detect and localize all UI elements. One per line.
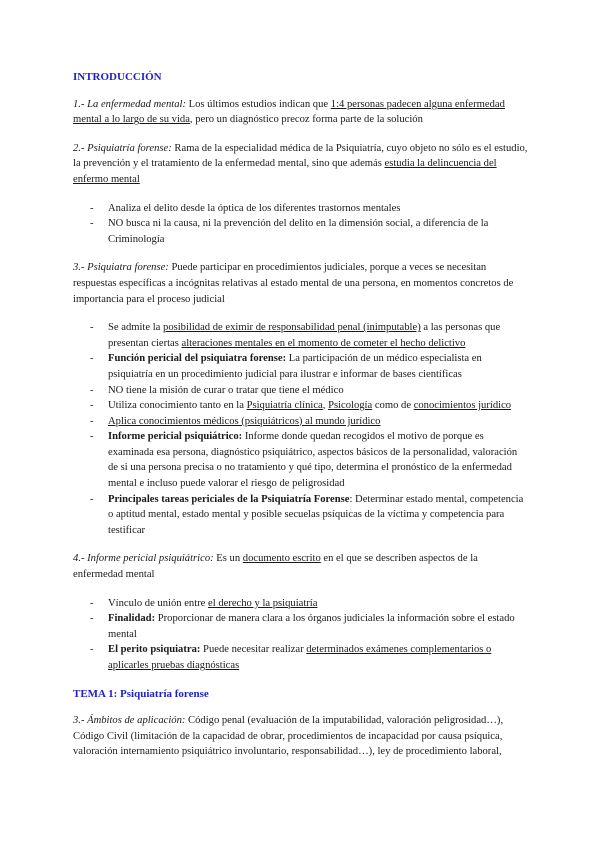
- underlined-text: el derecho y la psiquiatría: [208, 597, 318, 609]
- list-item: [73, 642, 528, 673]
- underlined-text: documento escrito: [242, 553, 321, 565]
- paragraph-informe-pericial: [73, 551, 528, 582]
- underlined-text: 1:4 personas padecen alguna enfermedad mental a lo largo de su vida: [73, 98, 505, 126]
- label: 4.- Informe pericial psiquiátrico:: [73, 553, 214, 565]
- bold-text: El perito psiquiatra:: [108, 644, 201, 656]
- underlined-text: posibilidad de eximir de responsabilidad penal (inimputable): [163, 322, 421, 334]
- label: 1.- La enfermedad mental:: [73, 98, 186, 110]
- text: como de: [372, 400, 414, 412]
- underlined-text: estudia la delincuencia del enfermo mental: [73, 158, 497, 185]
- intro-heading: INTRODUCCIÓN: [73, 71, 162, 83]
- list-psiquiatria-forense: [73, 201, 528, 248]
- paragraph-ambitos-aplicacion: [73, 713, 528, 760]
- label: 3.- Psiquiatra forense:: [73, 262, 169, 274]
- text: a las personas que presentan ciertas: [108, 322, 501, 349]
- text: Proporcionar de manera clara a los órganos judiciales la información sobre el estado mental: [108, 613, 515, 640]
- list-item: - NO busca ni la causa, ni la prevención del delito en la dimensión social, a diferencia de la Criminología: [73, 216, 528, 247]
- text: La participación de un médico especialista en psiquiatría en un procedimiento judicial para ilustrar e informar de bases científicas: [108, 353, 482, 380]
- list-psiquiatra-forense: [73, 320, 528, 538]
- text: , pero un diagnóstico precoz forma parte de la solución: [189, 114, 423, 126]
- text: Informe donde quedan recogidos el motivo de porque es examinada esa persona, diagnóstico psiquiátrico, aspectos básicos de la personalidad, valoración de si una persona precisa o no tratamiento y qué tipo, determina el pronóstico de la enfermedad mental e incluso puede valorar el riesgo de peligrosidad: [108, 431, 518, 490]
- list-item: [73, 414, 528, 430]
- text: Es un: [213, 553, 243, 565]
- text: NO tiene la misión de curar o tratar que tiene el médico: [108, 384, 344, 396]
- list-item: [73, 596, 528, 612]
- text: Puede participar en procedimientos judiciales, porque a veces se necesitan respuestas específicas a incógnitas relativas al estado mental de una persona, en momentos concretos de importancia para el proceso judicial: [73, 262, 514, 305]
- text: Puede necesitar realizar: [200, 644, 307, 656]
- paragraph-psiquiatria-forense: [73, 141, 528, 188]
- text: Rama de la especialidad médica de la Psiquiatría, cuyo objeto no sólo es el estudio, la prevención y el tratamiento de la enfermedad mental, sino que además: [73, 142, 528, 170]
- text: : Determinar estado mental, competencia o aptitud mental, estado mental y posible secuelas psíquicas de la víctima y competencia para testificar: [108, 493, 524, 536]
- paragraph-enfermedad-mental: [73, 97, 528, 128]
- list-item: [73, 429, 528, 491]
- underlined-text: Aplica conocimientos médicos (psiquiátricos) al mundo jurídico: [108, 415, 381, 427]
- tema1-heading: TEMA 1: Psiquiatría forense: [73, 687, 209, 700]
- paragraph-psiquiatra-forense: [73, 260, 528, 307]
- underlined-text: determinados exámenes complementarios o aplicarles pruebas diagnósticas: [108, 644, 492, 671]
- text: Código penal (evaluación de la imputabilidad, valoración peligrosidad…), Código Civil (limitación de la capacidad de obrar, procedimientos de incapacidad por causa psíquica, valoración internamiento psiquiátrico involuntario, responsabilidad…), ley de procedimiento laboral,: [73, 715, 504, 758]
- bold-text: Finalidad:: [108, 613, 156, 625]
- underlined-text: alteraciones mentales en el momento de cometer el hecho delictivo: [181, 337, 466, 349]
- document-page: [73, 70, 528, 773]
- list-item: [73, 320, 528, 351]
- bold-text: Función pericial del psiquiatra forense:: [108, 353, 287, 365]
- label: 3.- Ámbitos de aplicación:: [73, 715, 186, 727]
- label: 2.- Psiquiatría forense:: [73, 142, 172, 154]
- text: ,: [322, 400, 329, 412]
- underlined-text: Psiquiatría clínica: [246, 400, 323, 412]
- list-item: [73, 398, 528, 414]
- bold-text: Principales tareas periciales de la Psiquiatría Forense: [108, 493, 350, 505]
- list-item: - Analiza el delito desde la óptica de los diferentes trastornos mentales: [73, 201, 528, 217]
- list-item: [73, 383, 528, 399]
- list-item: [73, 351, 528, 382]
- text: Vínculo de unión entre: [108, 597, 209, 609]
- text: Utiliza conocimiento tanto en la: [108, 400, 247, 412]
- bold-text: Informe pericial psiquiátrico:: [108, 431, 243, 443]
- text: Se admite la: [108, 322, 164, 334]
- list-informe-pericial: [73, 596, 528, 674]
- text: en el que se describen aspectos de la enfermedad mental: [73, 553, 478, 581]
- list-item: [73, 492, 528, 539]
- text: Los últimos estudios indican que: [185, 98, 331, 110]
- list-item: [73, 611, 528, 642]
- underlined-text: Psicología: [328, 400, 373, 412]
- underlined-text: conocimientos jurídico: [413, 400, 512, 412]
